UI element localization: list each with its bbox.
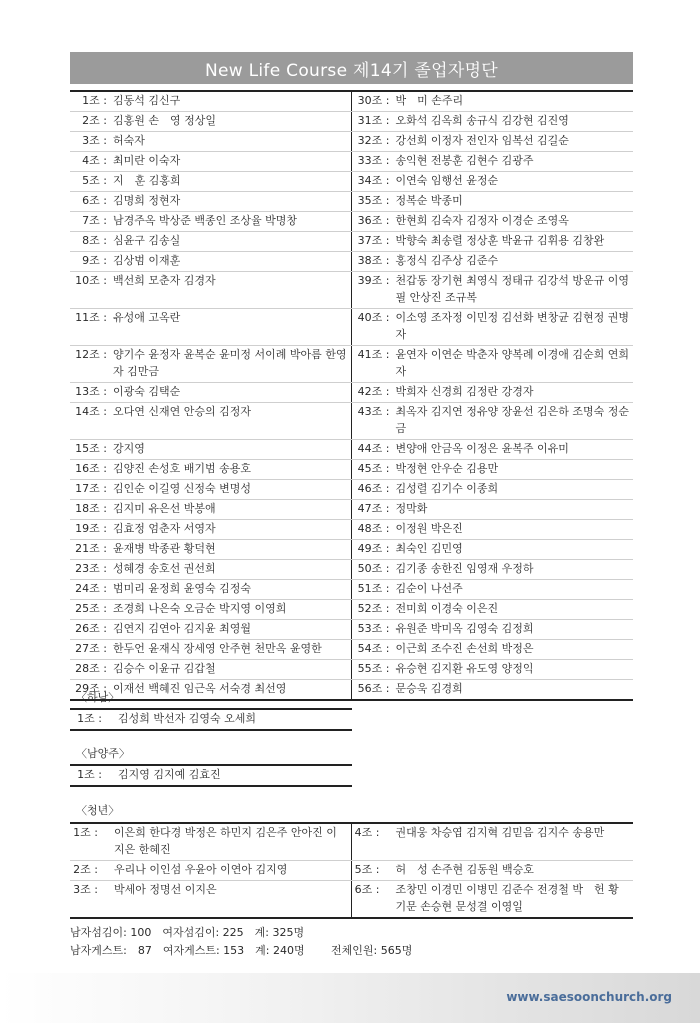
group-cell	[70, 252, 352, 271]
group-names: 이재선 백혜진 임근옥 서숙경 최선영	[113, 682, 287, 695]
table-row	[70, 824, 633, 861]
stats-total: 전체인원: 565명	[331, 944, 413, 957]
group-cell	[352, 580, 634, 599]
group-label: 44조 :	[357, 442, 390, 455]
group-label: 1조 :	[73, 826, 98, 839]
group-label: 1조 :	[77, 712, 102, 725]
group-cell	[352, 600, 634, 619]
group-label: 10조 :	[75, 274, 107, 287]
group-names: 윤연자 이연순 박춘자 양복례 이경애 김순희 연희자	[395, 348, 629, 378]
group-cell	[70, 232, 352, 251]
group-cell	[352, 520, 634, 539]
group-cell	[70, 92, 352, 111]
stats-guests: 남자게스트: 87 여자게스트: 153 계: 240명	[70, 944, 305, 957]
group-cell	[70, 383, 352, 402]
group-names: 김효정 엄춘자 서영자	[113, 522, 216, 535]
stats-servers: 남자섬김이: 100 여자섬김이: 225 계: 325명	[70, 926, 305, 939]
section-title-hanam: 〈하남〉	[76, 691, 120, 704]
group-cell	[352, 172, 634, 191]
group-label: 16조 :	[75, 462, 107, 475]
group-names: 김순이 나선주	[395, 582, 463, 595]
group-label: 24조 :	[75, 582, 107, 595]
group-cell	[352, 309, 634, 345]
group-label: 42조 :	[357, 385, 390, 398]
group-label: 37조 :	[357, 234, 390, 247]
group-label: 21조 :	[75, 542, 107, 555]
table-row	[70, 861, 633, 881]
group-names: 박 미 손주리	[395, 94, 464, 107]
group-names: 김지영 김지예 김효진	[118, 768, 221, 781]
group-names: 문승욱 김경희	[395, 682, 463, 695]
group-names: 김양진 손성호 배기범 송용호	[113, 462, 252, 475]
group-cell	[70, 600, 352, 619]
table-row	[70, 232, 633, 252]
group-cell	[352, 640, 634, 659]
group-cell	[70, 480, 352, 499]
group-cell	[352, 403, 634, 439]
youth-table	[70, 822, 633, 919]
group-label: 47조 :	[357, 502, 390, 515]
table-row	[70, 680, 633, 699]
group-label: 46조 :	[357, 482, 390, 495]
table-row	[70, 640, 633, 660]
group-label: 39조 :	[357, 274, 390, 287]
group-names: 이근희 조수진 손선희 박정은	[395, 642, 534, 655]
group-names: 박희자 신경희 김정란 강경자	[395, 385, 534, 398]
group-names: 김동석 김신구	[113, 94, 181, 107]
table-row	[70, 480, 633, 500]
group-names: 김인순 이길영 신정숙 변명성	[113, 482, 252, 495]
group-cell	[352, 680, 634, 699]
group-cell	[352, 824, 634, 860]
group-names: 김승수 이윤규 김갑철	[113, 662, 216, 675]
table-row	[70, 212, 633, 232]
group-label: 6조 :	[354, 883, 380, 896]
group-cell	[352, 500, 634, 519]
group-names: 권대웅 차승엽 김지혁 김믿음 김지수 송용만	[395, 826, 605, 839]
table-row	[70, 272, 633, 309]
table-row	[70, 500, 633, 520]
group-cell	[70, 440, 352, 459]
section-title-youth: 〈청년〉	[76, 804, 120, 817]
table-row	[70, 620, 633, 640]
group-label: 9조 :	[82, 254, 107, 267]
group-names: 정막화	[395, 502, 428, 515]
table-row	[70, 540, 633, 560]
group-names: 이은희 한다경 박정은 하민지 김은주 안아진 이지은 한혜진	[114, 826, 337, 856]
group-label: 2조 :	[82, 114, 107, 127]
group-cell	[70, 540, 352, 559]
group-label: 1조 :	[77, 768, 102, 781]
group-names: 조창민 이경민 이병민 김준수 전경철 박 헌 황기문 손승현 문성결 이영일	[395, 883, 619, 913]
group-cell	[70, 112, 352, 131]
page-title: New Life Course 제14기 졸업자명단	[70, 52, 633, 84]
group-label: 15조 :	[75, 442, 107, 455]
table-row	[70, 346, 633, 383]
group-names: 최미란 이숙자	[113, 154, 181, 167]
group-label: 3조 :	[73, 883, 98, 896]
table-row	[70, 560, 633, 580]
namyangju-table	[70, 764, 352, 787]
group-names: 박정현 안우순 김용만	[395, 462, 499, 475]
group-label: 40조 :	[357, 311, 390, 324]
table-row	[70, 403, 633, 440]
group-cell	[70, 560, 352, 579]
group-cell	[352, 112, 634, 131]
group-label: 27조 :	[75, 642, 107, 655]
group-names: 유승현 김지환 유도영 양정익	[395, 662, 534, 675]
group-label: 28조 :	[75, 662, 107, 675]
group-names: 박세아 정명선 이지은	[114, 883, 217, 896]
table-row	[70, 710, 352, 729]
group-cell	[70, 710, 352, 729]
group-names: 이소영 조자정 이민정 김선화 변창균 김현정 권병자	[395, 311, 629, 341]
group-label: 51조 :	[357, 582, 390, 595]
group-names: 성혜경 송호선 권선희	[113, 562, 216, 575]
group-names: 김홍원 손 영 정상일	[113, 114, 217, 127]
group-names: 김지미 유은선 박봉애	[113, 502, 216, 515]
group-names: 지 훈 김홍희	[113, 174, 181, 187]
group-names: 양기수 윤정자 윤복순 윤미정 서이례 박아름 한영자 김만금	[113, 348, 347, 378]
group-label: 5조 :	[82, 174, 107, 187]
group-label: 50조 :	[357, 562, 390, 575]
group-label: 32조 :	[357, 134, 390, 147]
group-names: 김연지 김연아 김지윤 최영월	[113, 622, 252, 635]
group-label: 55조 :	[357, 662, 390, 675]
group-names: 강지영	[113, 442, 145, 455]
group-cell	[70, 640, 352, 659]
group-cell	[70, 620, 352, 639]
group-names: 조경희 나은숙 오금순 박지영 이영희	[113, 602, 287, 615]
group-cell	[70, 272, 352, 308]
group-names: 정복순 박종미	[395, 194, 463, 207]
group-cell	[70, 212, 352, 231]
group-cell	[70, 861, 352, 880]
group-cell	[352, 132, 634, 151]
group-cell	[70, 660, 352, 679]
group-names: 박향숙 최송렬 정상훈 박윤규 김휘용 김창완	[395, 234, 605, 247]
group-cell	[352, 346, 634, 382]
group-label: 49조 :	[357, 542, 390, 555]
group-label: 41조 :	[357, 348, 390, 361]
group-label: 33조 :	[357, 154, 390, 167]
group-names: 김상범 이재훈	[113, 254, 181, 267]
group-names: 최숙인 김민영	[395, 542, 463, 555]
table-row	[70, 766, 352, 785]
group-cell	[70, 766, 352, 785]
group-label: 3조 :	[82, 134, 107, 147]
group-cell	[70, 132, 352, 151]
group-names: 김성렬 김기수 이종희	[395, 482, 499, 495]
group-names: 남경주옥 박상준 백종인 조상율 박명창	[113, 214, 298, 227]
table-row	[70, 92, 633, 112]
group-label: 11조 :	[75, 311, 107, 324]
group-label: 36조 :	[357, 214, 390, 227]
group-cell	[352, 460, 634, 479]
group-names: 최옥자 김지연 정유양 장윤선 김은하 조명숙 정순금	[395, 405, 629, 435]
group-cell	[70, 192, 352, 211]
group-label: 17조 :	[75, 482, 107, 495]
hanam-table	[70, 708, 352, 731]
table-row	[70, 309, 633, 346]
group-label: 7조 :	[82, 214, 107, 227]
group-label: 45조 :	[357, 462, 390, 475]
group-names: 허숙자	[113, 134, 145, 147]
table-row	[70, 132, 633, 152]
group-cell	[70, 881, 352, 917]
group-names: 심윤구 김송실	[113, 234, 181, 247]
group-label: 56조 :	[357, 682, 390, 695]
table-row	[70, 580, 633, 600]
footer-url[interactable]: www.saesoonchurch.org	[506, 990, 672, 1004]
group-names: 오화석 김옥희 송규식 김강현 김진영	[395, 114, 569, 127]
group-cell	[70, 460, 352, 479]
group-cell	[352, 660, 634, 679]
table-row	[70, 881, 633, 917]
group-names: 변양애 안금옥 이정은 윤복주 이유미	[395, 442, 569, 455]
group-label: 19조 :	[75, 522, 107, 535]
group-cell	[352, 440, 634, 459]
group-cell	[352, 192, 634, 211]
group-label: 26조 :	[75, 622, 107, 635]
table-row	[70, 520, 633, 540]
group-names: 이광숙 김택순	[113, 385, 181, 398]
table-row	[70, 192, 633, 212]
table-row	[70, 660, 633, 680]
group-names: 한두언 윤재식 장세영 안주현 천만옥 윤영한	[113, 642, 322, 655]
group-cell	[352, 383, 634, 402]
group-cell	[70, 824, 352, 860]
group-cell	[70, 580, 352, 599]
group-label: 18조 :	[75, 502, 107, 515]
group-names: 범미리 윤정희 윤영숙 김정숙	[113, 582, 252, 595]
group-cell	[70, 520, 352, 539]
group-names: 김성희 박선자 김영숙 오세희	[118, 712, 257, 725]
group-label: 13조 :	[75, 385, 107, 398]
group-label: 31조 :	[357, 114, 390, 127]
group-cell	[352, 881, 634, 917]
group-label: 25조 :	[75, 602, 107, 615]
graduates-table	[70, 90, 633, 701]
group-names: 김기종 송한진 임영재 우정하	[395, 562, 534, 575]
group-label: 34조 :	[357, 174, 390, 187]
table-row	[70, 112, 633, 132]
group-names: 이연숙 임행선 윤정순	[395, 174, 499, 187]
group-label: 30조 :	[357, 94, 390, 107]
table-row	[70, 440, 633, 460]
group-label: 14조 :	[75, 405, 107, 418]
group-cell	[352, 232, 634, 251]
group-cell	[352, 480, 634, 499]
group-names: 허 성 손주현 김동원 백승호	[395, 863, 534, 876]
group-label: 29조 :	[75, 682, 107, 695]
group-names: 한현희 김숙자 김정자 이경순 조영옥	[395, 214, 569, 227]
group-label: 35조 :	[357, 194, 390, 207]
group-names: 홍정식 김주상 김준수	[395, 254, 499, 267]
group-cell	[352, 560, 634, 579]
group-cell	[352, 540, 634, 559]
group-label: 1조 :	[82, 94, 107, 107]
group-names: 강선희 이정자 전인자 임복선 김길순	[395, 134, 569, 147]
group-cell	[352, 620, 634, 639]
section-title-namyangju: 〈남양주〉	[76, 747, 130, 760]
group-label: 48조 :	[357, 522, 390, 535]
group-cell	[352, 92, 634, 111]
group-label: 4조 :	[354, 826, 380, 839]
group-label: 12조 :	[75, 348, 107, 361]
group-cell	[352, 252, 634, 271]
group-cell	[70, 309, 352, 345]
table-row	[70, 460, 633, 480]
group-cell	[352, 861, 634, 880]
group-cell	[70, 172, 352, 191]
group-names: 백선희 모춘자 김경자	[113, 274, 216, 287]
group-names: 윤재병 박종관 황덕현	[113, 542, 216, 555]
group-label: 23조 :	[75, 562, 107, 575]
group-cell	[70, 346, 352, 382]
group-label: 4조 :	[82, 154, 107, 167]
group-names: 오다연 신재연 안승의 김정자	[113, 405, 252, 418]
table-row	[70, 383, 633, 403]
table-row	[70, 600, 633, 620]
group-cell	[70, 500, 352, 519]
group-cell	[352, 152, 634, 171]
group-names: 유성애 고옥란	[113, 311, 181, 324]
group-label: 52조 :	[357, 602, 390, 615]
group-label: 5조 :	[354, 863, 380, 876]
group-names: 유원준 박미옥 김영숙 김정희	[395, 622, 534, 635]
group-cell	[70, 403, 352, 439]
group-label: 53조 :	[357, 622, 390, 635]
group-cell	[70, 152, 352, 171]
group-names: 우리나 이인섬 우윤아 이연아 김지영	[114, 863, 288, 876]
group-names: 전미희 이경숙 이은진	[395, 602, 499, 615]
group-cell	[352, 212, 634, 231]
group-label: 6조 :	[82, 194, 107, 207]
group-names: 송익현 전봉훈 김현수 김광주	[395, 154, 534, 167]
group-names: 천갑동 장기현 최영식 정태규 김강석 방운규 이영필 안상진 조규복	[395, 274, 629, 304]
group-label: 8조 :	[82, 234, 107, 247]
table-row	[70, 252, 633, 272]
group-label: 43조 :	[357, 405, 390, 418]
group-names: 이정원 박은진	[395, 522, 463, 535]
table-row	[70, 172, 633, 192]
group-label: 38조 :	[357, 254, 390, 267]
group-names: 김명희 정현자	[113, 194, 181, 207]
table-row	[70, 152, 633, 172]
group-label: 2조 :	[73, 863, 98, 876]
group-cell	[352, 272, 634, 308]
group-label: 54조 :	[357, 642, 390, 655]
